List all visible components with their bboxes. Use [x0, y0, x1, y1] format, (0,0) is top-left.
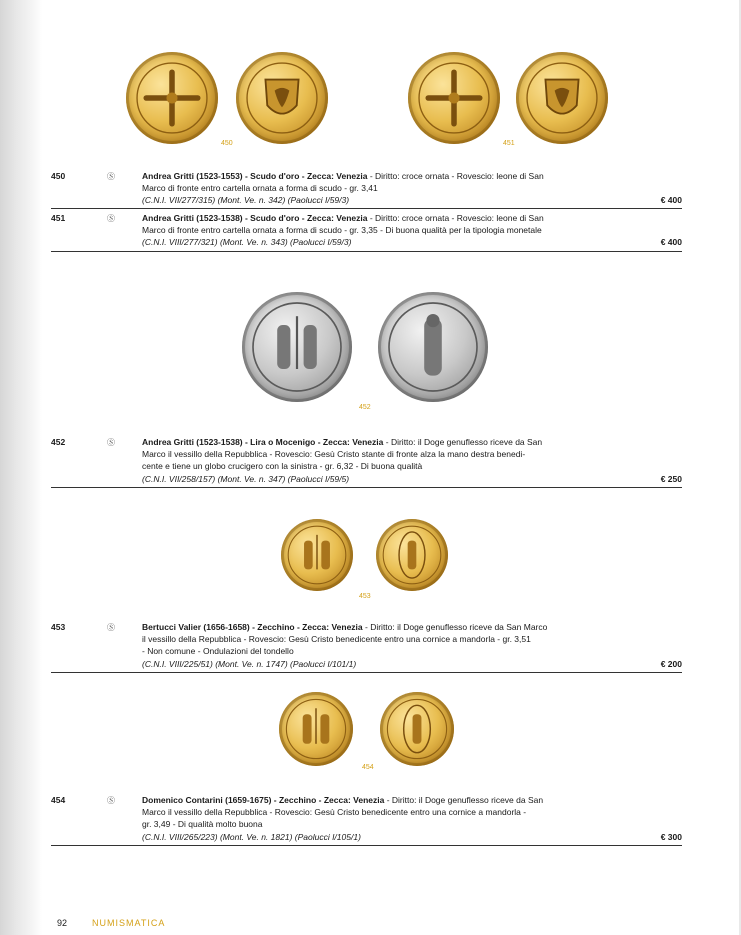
lot-description — [142, 170, 602, 207]
lot-title: Domenico Contarini (1659-1675) - Zecchino - Zecca: Venezia — [142, 795, 385, 805]
lot-caption: 451 — [503, 140, 515, 147]
lot-caption: 450 — [221, 140, 233, 147]
lot-divider — [51, 208, 682, 209]
lot-reference: (C.N.I. VII/277/315) (Mont. Ve. n. 342) (Paolucci I/59/3) — [142, 195, 350, 206]
lot-divider — [51, 487, 682, 488]
lot-title: Andrea Gritti (1523-1538) - Lira o Mocenigo - Zecca: Venezia — [142, 437, 384, 447]
lot-description — [142, 794, 602, 843]
coin-452-reverse-image — [378, 292, 488, 402]
lot-desc-line2: Marco il vessillo della Repubblica - Rovescio: Gesù Cristo benedicente entro una cornice a mandorla - — [142, 807, 527, 818]
lot-price: € 400 — [660, 237, 682, 247]
lot-description — [142, 436, 602, 485]
lot-number: 454 — [51, 795, 66, 805]
lot-desc-line2: il vessillo della Repubblica - Rovescio: Gesù Cristo benedicente entro una cornice a mandorla - gr. 3,51 — [142, 634, 531, 645]
lot-caption: 453 — [359, 593, 371, 600]
lot-price: € 400 — [660, 195, 682, 205]
lot-mark-icon: Ⓢ — [107, 214, 115, 223]
page-number: 92 — [57, 918, 68, 928]
lot-divider — [51, 251, 682, 252]
lot-title: Andrea Gritti (1523-1553) - Scudo d'oro - Zecca: Venezia — [142, 171, 368, 181]
lot-caption: 452 — [359, 404, 371, 411]
lot-price: € 200 — [660, 659, 682, 669]
lot-number: 451 — [51, 213, 66, 223]
coin-450-obverse-image — [126, 52, 218, 144]
lot-number: 452 — [51, 437, 66, 447]
lot-reference: (C.N.I. VIII/277/321) (Mont. Ve. n. 343) (Paolucci I/59/3) — [142, 237, 352, 248]
lot-reference: (C.N.I. VII/258/157) (Mont. Ve. n. 347) (Paolucci I/59/5) — [142, 473, 350, 484]
lot-desc-line3: - Non comune - Ondulazioni del tondello — [142, 646, 294, 657]
lot-desc-line3: cente e tiene un globo crucigero con la sinistra - gr. 6,32 - Di buona qualità — [142, 461, 423, 472]
lot-desc-line1: - Diritto: il Doge genuflesso riceve da San — [384, 795, 544, 805]
lot-desc-line1: - Diritto: croce ornata - Rovescio: leone di San — [367, 171, 544, 181]
lot-mark-icon: Ⓢ — [107, 623, 115, 632]
lot-price: € 300 — [660, 832, 682, 842]
coin-453-obverse-image — [281, 519, 353, 591]
lot-reference: (C.N.I. VIII/265/223) (Mont. Ve. n. 1821) (Paolucci I/105/1) — [142, 831, 361, 842]
lot-price: € 250 — [660, 474, 682, 484]
coin-453-reverse-image — [376, 519, 448, 591]
lot-description — [142, 212, 602, 249]
lot-title: Andrea Gritti (1523-1538) - Scudo d'oro - Zecca: Venezia — [142, 213, 368, 223]
lot-number: 450 — [51, 171, 66, 181]
lot-desc-line1: - Diritto: croce ornata - Rovescio: leone di San — [367, 213, 544, 223]
lot-caption: 454 — [362, 764, 374, 771]
lot-desc-line3: gr. 3,49 - Di qualità molto buona — [142, 819, 263, 830]
lot-desc-line2: Marco di fronte entro cartella ornata a forma di scudo - gr. 3,35 - Di buona qualità per la tipologia monetale — [142, 225, 542, 236]
coin-454-reverse-image — [380, 692, 454, 766]
lot-description — [142, 621, 602, 670]
footer-brand: NUMISMATICA — [92, 918, 166, 928]
coin-450-reverse-image — [236, 52, 328, 144]
lot-mark-icon: Ⓢ — [107, 796, 115, 805]
lot-desc-line1: - Diritto: il Doge genuflesso riceve da San — [383, 437, 543, 447]
lot-mark-icon: Ⓢ — [107, 438, 115, 447]
lot-divider — [51, 845, 682, 846]
lot-reference: (C.N.I. VIII/225/51) (Mont. Ve. n. 1747) (Paolucci I/101/1) — [142, 658, 357, 669]
coin-454-obverse-image — [279, 692, 353, 766]
lot-title: Bertucci Valier (1656-1658) - Zecchino - Zecca: Venezia — [142, 622, 363, 632]
coin-452-obverse-image — [242, 292, 352, 402]
page-gutter-shadow — [0, 0, 42, 935]
lot-desc-line2: Marco di fronte entro cartella ornata a forma di scudo - gr. 3,41 — [142, 183, 378, 194]
coin-451-obverse-image — [408, 52, 500, 144]
lot-number: 453 — [51, 622, 66, 632]
lot-divider — [51, 672, 682, 673]
lot-desc-line2: Marco il vessillo della Repubblica - Rovescio: Gesù Cristo stante di fronte alza la mano destra benedi- — [142, 449, 526, 460]
coin-451-reverse-image — [516, 52, 608, 144]
lot-mark-icon: Ⓢ — [107, 172, 115, 181]
lot-desc-line1: - Diritto: il Doge genuflesso riceve da San Marco — [362, 622, 548, 632]
